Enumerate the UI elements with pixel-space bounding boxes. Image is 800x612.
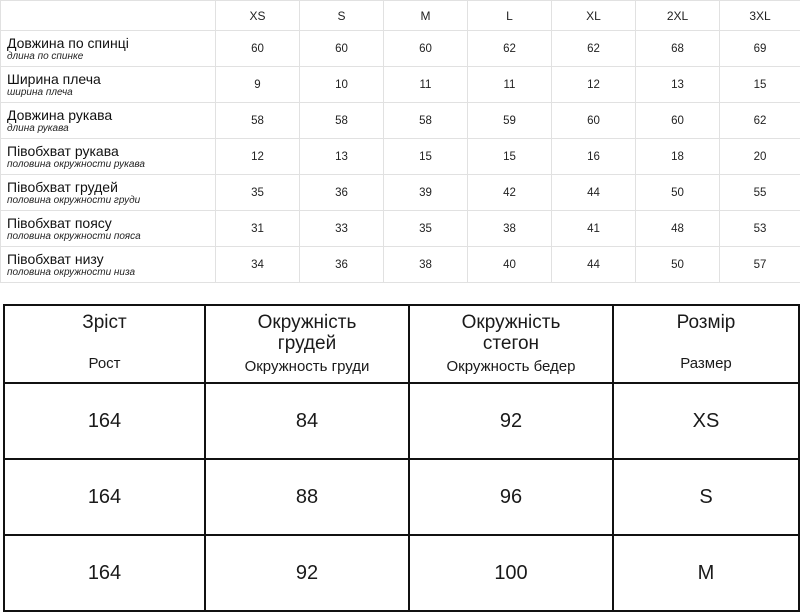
- value-cell: 48: [636, 211, 720, 247]
- value-cell: 60: [636, 103, 720, 139]
- table-row: [4, 535, 799, 611]
- header-chest: [205, 305, 409, 383]
- row-label: [1, 139, 216, 175]
- value-cell: 39: [384, 175, 468, 211]
- row-label-ua: Півобхват рукава: [7, 143, 215, 159]
- header-height-ru: Рост: [5, 355, 204, 373]
- hips-value: 100: [409, 535, 613, 611]
- measurement-row-back-length: [1, 31, 800, 67]
- measurement-row-shoulder-width: [1, 67, 800, 103]
- value-cell: 55: [720, 175, 800, 211]
- height-value: 164: [4, 535, 205, 611]
- size-header-xl: XL: [552, 1, 636, 31]
- value-cell: 15: [720, 67, 800, 103]
- value-cell: 13: [636, 67, 720, 103]
- value-cell: 36: [300, 247, 384, 283]
- corner-cell: [1, 1, 216, 31]
- header-hips: [409, 305, 613, 383]
- row-label-ru: половина окружности низа: [7, 267, 215, 279]
- value-cell: 35: [216, 175, 300, 211]
- value-cell: 15: [468, 139, 552, 175]
- height-value: 164: [4, 459, 205, 535]
- value-cell: 53: [720, 211, 800, 247]
- row-label-ru: половина окружности груди: [7, 195, 215, 207]
- header-height: [4, 305, 205, 383]
- value-cell: 57: [720, 247, 800, 283]
- size-value: M: [613, 535, 799, 611]
- hips-value: 96: [409, 459, 613, 535]
- value-cell: 41: [552, 211, 636, 247]
- hips-value: 92: [409, 383, 613, 459]
- row-label-ru: длина рукава: [7, 123, 215, 135]
- header-height-ua: Зріст: [5, 312, 204, 333]
- measurement-row-half-hem: [1, 247, 800, 283]
- table-row: [4, 383, 799, 459]
- header-chest-ua: Окружність грудей: [206, 312, 408, 354]
- chest-value: 88: [205, 459, 409, 535]
- value-cell: 40: [468, 247, 552, 283]
- value-cell: 34: [216, 247, 300, 283]
- measurement-row-half-waist: [1, 211, 800, 247]
- value-cell: 33: [300, 211, 384, 247]
- value-cell: 60: [216, 31, 300, 67]
- value-cell: 69: [720, 31, 800, 67]
- chest-value: 92: [205, 535, 409, 611]
- row-label-ua: Довжина рукава: [7, 107, 215, 123]
- value-cell: 62: [468, 31, 552, 67]
- value-cell: 44: [552, 175, 636, 211]
- value-cell: 38: [384, 247, 468, 283]
- header-chest-ru: Окружность груди: [206, 358, 408, 376]
- row-label-ua: Півобхват поясу: [7, 215, 215, 231]
- row-label-ru: ширина плеча: [7, 87, 215, 99]
- size-value: XS: [613, 383, 799, 459]
- row-label: [1, 211, 216, 247]
- value-cell: 38: [468, 211, 552, 247]
- row-label: [1, 247, 216, 283]
- table-row: [4, 459, 799, 535]
- value-cell: 12: [552, 67, 636, 103]
- chest-value: 84: [205, 383, 409, 459]
- header-size: [613, 305, 799, 383]
- value-cell: 13: [300, 139, 384, 175]
- row-label-ua: Півобхват низу: [7, 251, 215, 267]
- body-header-row: [4, 305, 799, 383]
- size-header-2xl: 2XL: [636, 1, 720, 31]
- value-cell: 31: [216, 211, 300, 247]
- value-cell: 58: [216, 103, 300, 139]
- value-cell: 50: [636, 175, 720, 211]
- size-header-s: S: [300, 1, 384, 31]
- body-measurement-table: [3, 304, 800, 612]
- size-header-m: M: [384, 1, 468, 31]
- value-cell: 15: [384, 139, 468, 175]
- header-size-ru: Размер: [614, 355, 798, 373]
- size-chart-table: [0, 0, 800, 283]
- row-label-ru: половина окружности пояса: [7, 231, 215, 243]
- row-label: [1, 31, 216, 67]
- row-label-ua: Довжина по спинці: [7, 35, 215, 51]
- size-value: S: [613, 459, 799, 535]
- value-cell: 10: [300, 67, 384, 103]
- value-cell: 18: [636, 139, 720, 175]
- row-label-ru: половина окружности рукава: [7, 159, 215, 171]
- size-header-row: [1, 1, 800, 31]
- value-cell: 36: [300, 175, 384, 211]
- header-size-ua: Розмір: [614, 312, 798, 333]
- size-header-xs: XS: [216, 1, 300, 31]
- measurement-row-sleeve-length: [1, 103, 800, 139]
- header-hips-ru: Окружность бедер: [410, 358, 612, 376]
- value-cell: 59: [468, 103, 552, 139]
- row-label: [1, 103, 216, 139]
- value-cell: 60: [300, 31, 384, 67]
- value-cell: 58: [300, 103, 384, 139]
- size-header-l: L: [468, 1, 552, 31]
- header-hips-ua: Окружність стегон: [410, 312, 612, 354]
- row-label-ru: длина по спинке: [7, 51, 215, 63]
- value-cell: 35: [384, 211, 468, 247]
- height-value: 164: [4, 383, 205, 459]
- value-cell: 60: [384, 31, 468, 67]
- value-cell: 12: [216, 139, 300, 175]
- value-cell: 62: [552, 31, 636, 67]
- value-cell: 44: [552, 247, 636, 283]
- value-cell: 11: [384, 67, 468, 103]
- value-cell: 50: [636, 247, 720, 283]
- value-cell: 9: [216, 67, 300, 103]
- value-cell: 62: [720, 103, 800, 139]
- value-cell: 20: [720, 139, 800, 175]
- value-cell: 58: [384, 103, 468, 139]
- value-cell: 68: [636, 31, 720, 67]
- value-cell: 42: [468, 175, 552, 211]
- row-label-ua: Ширина плеча: [7, 71, 215, 87]
- row-label-ua: Півобхват грудей: [7, 179, 215, 195]
- size-header-3xl: 3XL: [720, 1, 800, 31]
- measurement-row-half-chest: [1, 175, 800, 211]
- value-cell: 60: [552, 103, 636, 139]
- value-cell: 11: [468, 67, 552, 103]
- row-label: [1, 175, 216, 211]
- row-label: [1, 67, 216, 103]
- value-cell: 16: [552, 139, 636, 175]
- measurement-row-half-sleeve-girth: [1, 139, 800, 175]
